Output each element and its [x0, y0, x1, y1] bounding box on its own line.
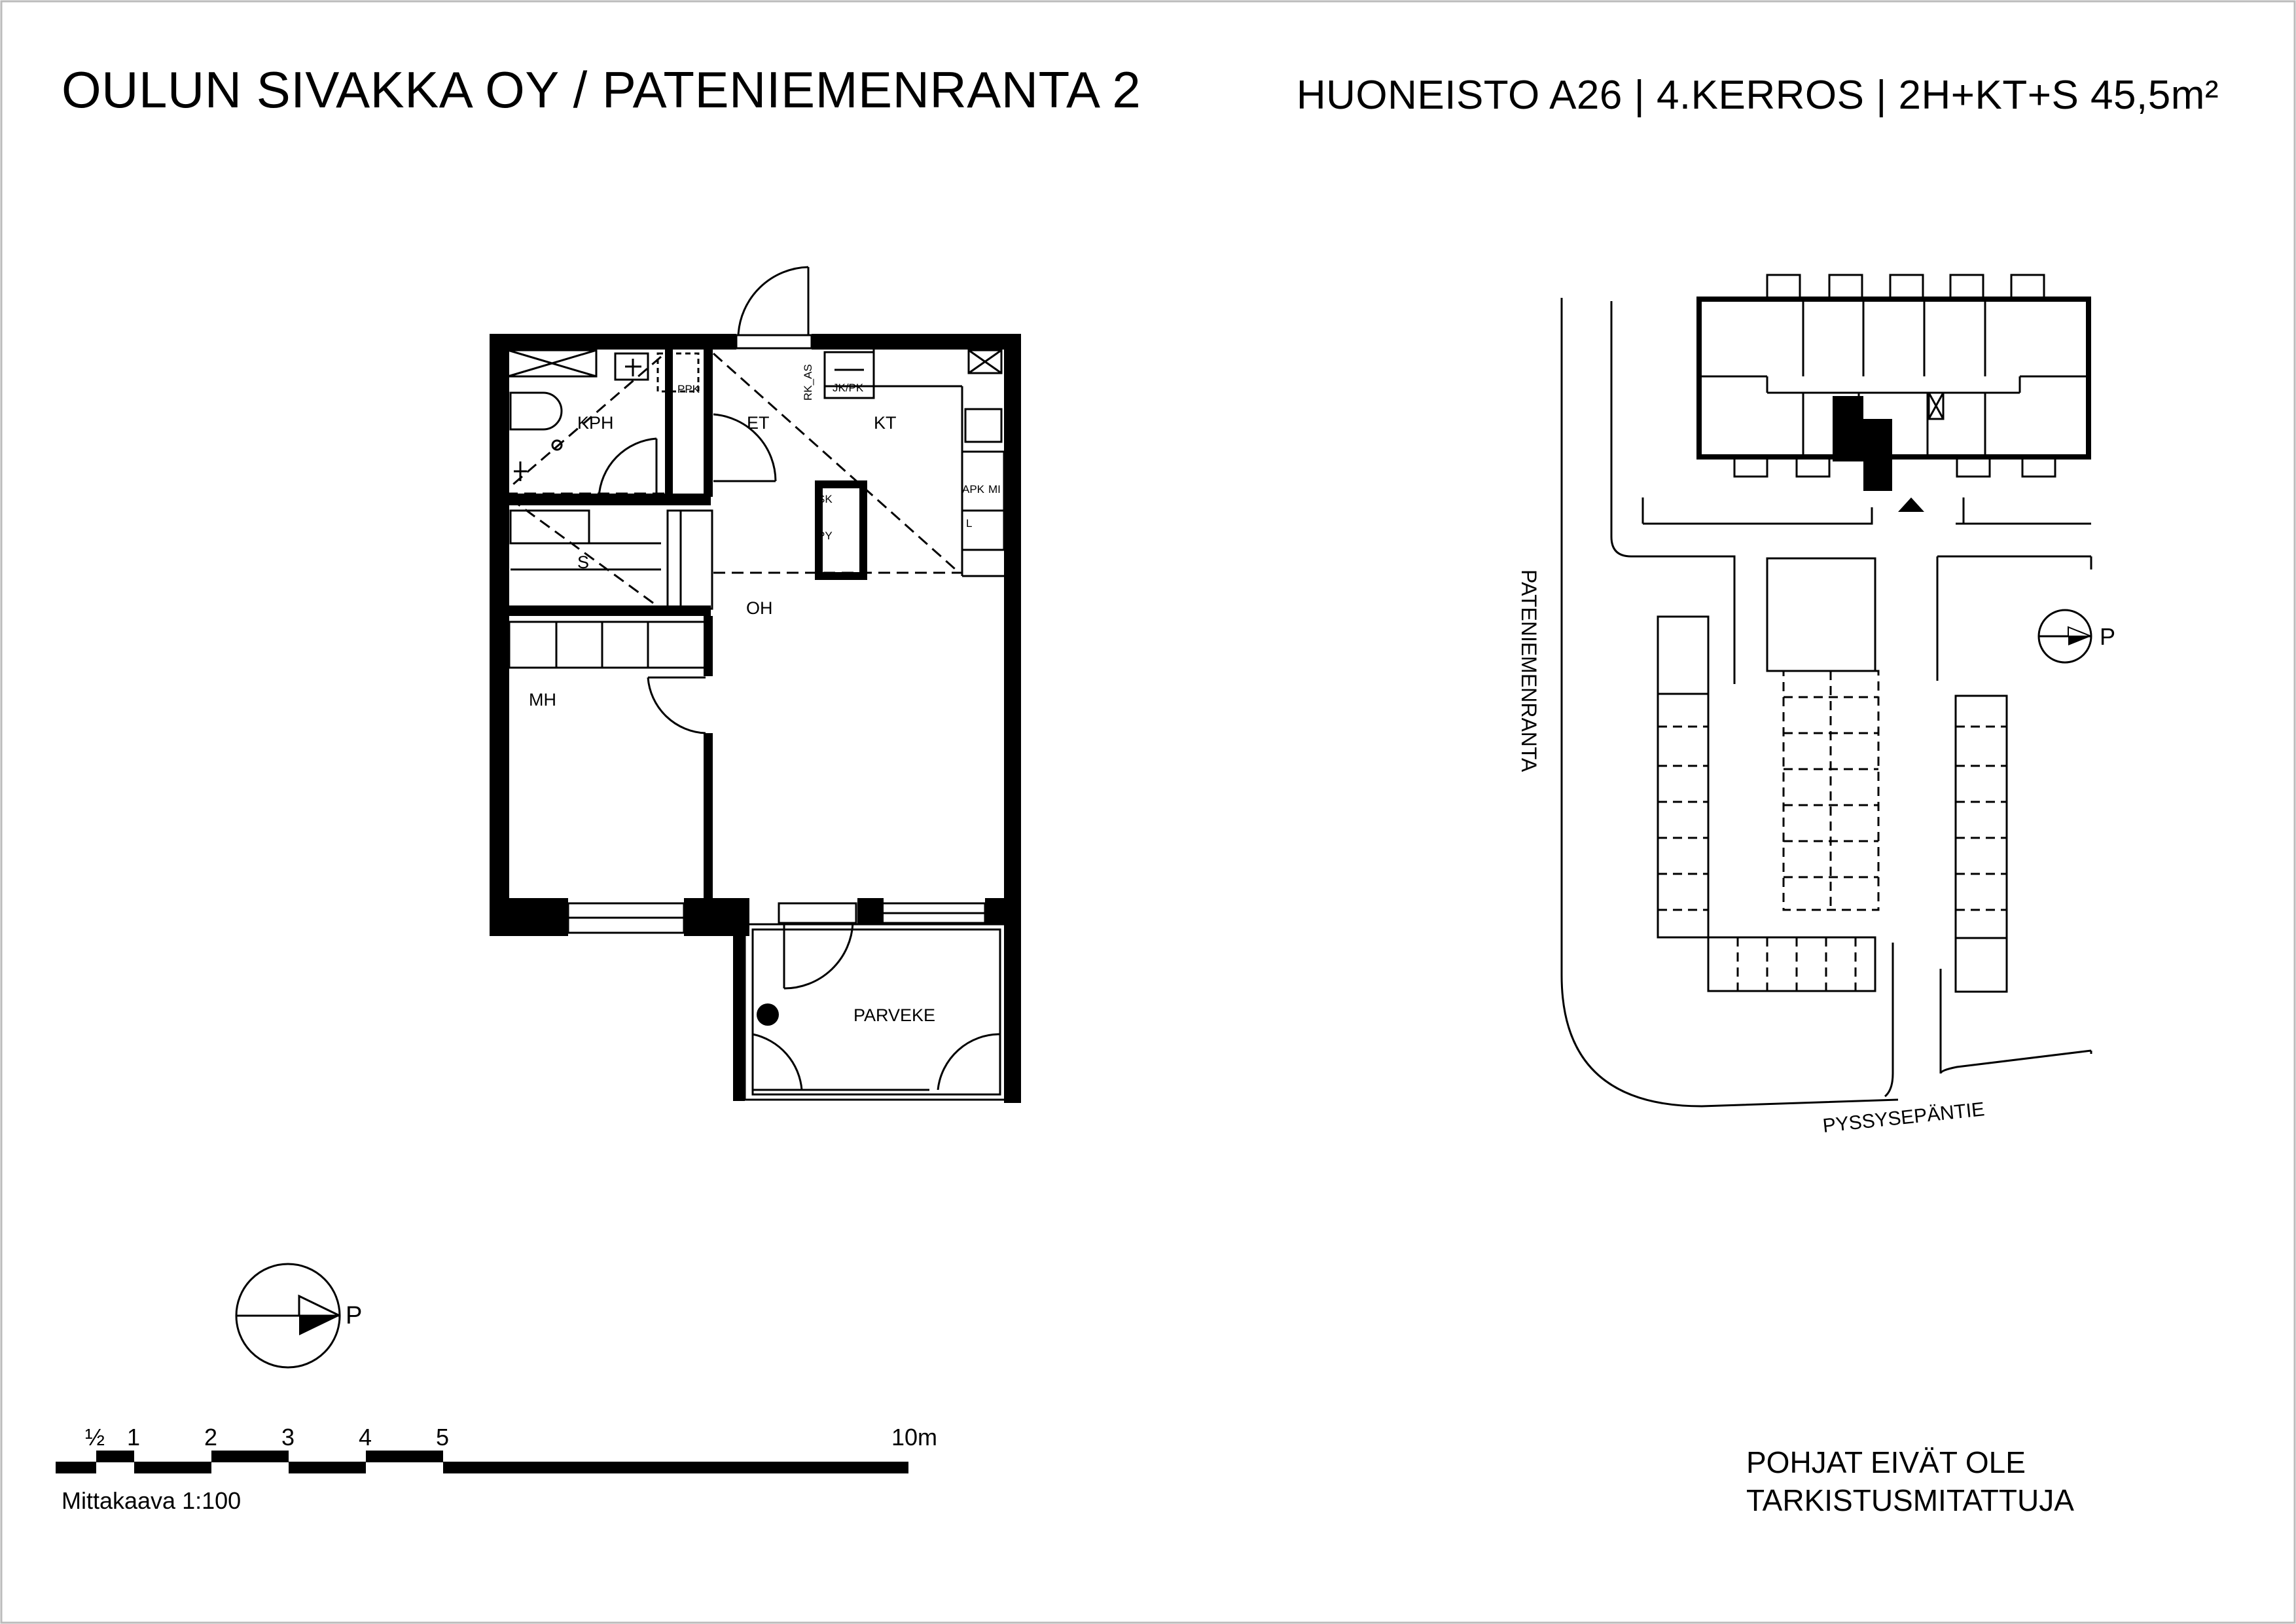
disclaimer-line-1: POHJAT EIVÄT OLE [1746, 1445, 2026, 1479]
site-apartment-highlight [1833, 396, 1863, 461]
floor-plan [490, 267, 1021, 1103]
apartment-info: HUONEISTO A26 | 4.KERROS | 2H+KT+S 45,5m² [1296, 73, 2219, 118]
label-mi: MI [988, 483, 1001, 496]
project-title: OULUN SIVAKKA OY / PATENIEMENRANTA 2 [62, 61, 1141, 118]
label-l: L [966, 517, 973, 530]
street-label-pateniemenranta: PATENIEMENRANTA [1517, 569, 1541, 772]
scale-tick-3: 3 [281, 1424, 295, 1451]
label-py: PY [817, 530, 833, 542]
interior-walls [508, 350, 867, 903]
room-label-kph: KPH [577, 413, 614, 433]
north-arrow [236, 1264, 362, 1367]
site-parking-spaces [1658, 671, 2007, 991]
site-main-building [1699, 299, 2089, 457]
room-label-et: ET [747, 413, 770, 433]
windows [568, 903, 985, 933]
label-sk: SK [817, 493, 833, 505]
room-label-oh: OH [746, 598, 773, 618]
disclaimer-line-2: TARKISTUSMITATTUJA [1746, 1483, 2074, 1517]
site-stair-highlight [1863, 419, 1892, 491]
drain-symbol [757, 1003, 779, 1026]
site-parking [1658, 558, 2007, 992]
room-label-mh: MH [529, 690, 556, 710]
label-rk-as: RK_AS [802, 364, 814, 401]
north-label: P [346, 1302, 363, 1329]
fixtures [508, 350, 1004, 668]
label-apk: APK [962, 483, 985, 496]
label-jkpk: JK/PK [833, 382, 864, 394]
page-border [1, 1, 2295, 1623]
scale-bar [56, 1424, 937, 1514]
room-label-parveke: PARVEKE [853, 1005, 936, 1025]
scale-tick-4: 4 [359, 1424, 372, 1451]
outer-walls [490, 334, 1021, 1103]
scale-caption: Mittakaava 1:100 [62, 1487, 242, 1514]
scale-tick-5: 5 [436, 1424, 450, 1451]
site-north-label: P [2100, 623, 2116, 650]
room-label-s: S [577, 552, 590, 572]
room-label-kt: KT [874, 413, 897, 433]
label-ppk: PPK [677, 383, 700, 395]
site-north-arrow [2039, 610, 2115, 662]
site-building-details [1699, 275, 2089, 477]
scale-tick-half: ½ [85, 1424, 105, 1451]
site-entrance-marker [1898, 497, 1924, 512]
doors [599, 267, 853, 988]
scale-tick-10m: 10m [891, 1424, 938, 1451]
street-label-pyssysepantie: PYSSYSEPÄNTIE [1821, 1098, 1986, 1137]
scale-tick-1: 1 [127, 1424, 141, 1451]
scale-tick-2: 2 [204, 1424, 218, 1451]
site-plan [1517, 275, 2115, 1137]
